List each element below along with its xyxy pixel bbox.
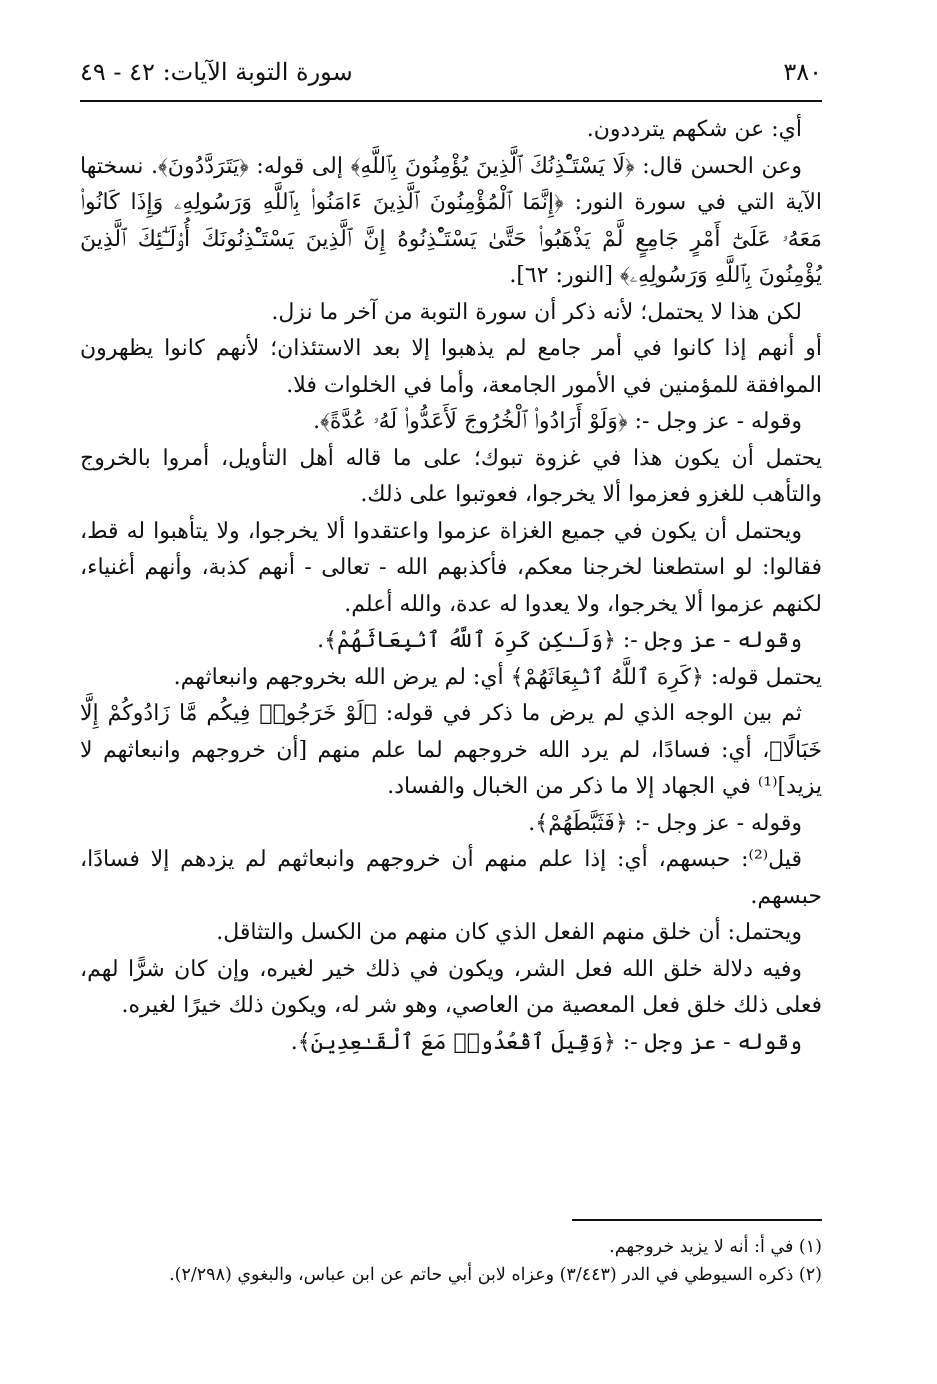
page-number: ٣٨٠ [783,58,822,86]
paragraph: أو أنهم إذا كانوا في أمر جامع لم يذهبوا إلا بعد الاستئذان؛ لأنهم كانوا يظهرون الموافقة للمؤمنين في الأمور الجامعة، وأما في الخلوات فلا. [80,336,822,398]
paragraph: وقوله - عز وجل -: ﴿فَثَبَّطَهُمْ﴾. [528,810,802,836]
footnote-separator [572,1219,822,1221]
footnotes [80,1233,822,1289]
paragraph: وقوله - عز وجل -: ﴿وَقِيلَ ٱقْعُدُوا۟ مَعَ ٱلْقَـٰعِدِينَ﴾. [290,1029,802,1055]
paragraph: قيل⁽²⁾: حبسهم، أي: إذا علم منهم أن خروجهم وانبعاثهم لم يزدهم إلا فسادًا، حبسهم. [80,847,822,909]
footnote: (١) في أ: أنه لا يزيد خروجهم. [609,1237,822,1257]
paragraph: وفيه دلالة خلق الله فعل الشر، ويكون في ذلك خير لغيره، وإن كان شرًّا لهم، فعلى ذلك خلق فعل المعصية من العاصي، وهو شر له، ويكون ذلك خيرًا لغيره. [80,956,822,1018]
footnote: (٢) ذكره السيوطي في الدر (٣/٤٤٣) وعزاه لابن أبي حاتم عن ابن عباس، والبغوي (٢/٢٩٨). [169,1265,822,1285]
paragraph: وعن الحسن قال: ﴿لَا يَسْتَـْٔذِنُكَ ٱلَّذِينَ يُؤْمِنُونَ بِٱللَّهِ﴾ إلى قوله: ﴿يَتَرَدَّدُونَ﴾. نسختها الآية التي في سورة النور: ﴿إِنَّمَا ٱلْمُؤْمِنُونَ ٱلَّذِينَ ءَامَنُوا۟ بِٱللَّهِ وَرَسُولِهِۦ وَإِذَا كَانُوا۟ مَعَهُۥ عَلَىٰٓ أَمْرٍ جَامِعٍ لَّمْ يَذْهَبُوا۟ حَتَّىٰ يَسْتَـْٔذِنُوهُ إِنَّ ٱلَّذِينَ يَسْتَـْٔذِنُونَكَ أُو۟لَـٰٓئِكَ ٱلَّذِينَ يُؤْمِنُونَ بِٱللَّهِ وَرَسُولِهِۦ﴾ [النور: ٦٢]. [80,153,822,288]
paragraph: أي: عن شكهم يترددون. [586,117,802,142]
paragraph: لكن هذا لا يحتمل؛ لأنه ذكر أن سورة التوبة من آخر ما نزل. [271,299,802,325]
paragraph: وقوله - عز وجل -: ﴿وَلَوْ أَرَادُوا۟ ٱلْخُرُوجَ لَأَعَدُّوا۟ لَهُۥ عُدَّةً﴾. [313,409,802,434]
paragraph: ويحتمل: أن خلق منهم الفعل الذي كان منهم من الكسل والتثاقل. [216,920,802,945]
main-text [80,112,822,1061]
page-header [80,58,822,102]
paragraph: يحتمل قوله: ﴿كَرِهَ ٱللَّهُ ٱنۢبِعَاثَهُمْ﴾ أي: لم يرض الله بخروجهم وانبعاثهم. [173,664,822,690]
paragraph: وقوله - عز وجل -: ﴿وَلَـٰكِن كَرِهَ ٱللَّهُ ٱنۢبِعَاثَهُمْ﴾. [317,628,802,653]
paragraph: ويحتمل أن يكون في جميع الغزاة عزموا واعتقدوا ألا يخرجوا، ولا يتأهبوا له قط، فقالوا: لو استطعنا لخرجنا معكم، فأكذبهم الله - تعالى - أنهم كذبة، وأنهم أغنياء، لكنهم عزموا ألا يخرجوا، ولا يعدوا له عدة، والله أعلم. [80,518,822,617]
paragraph: يحتمل أن يكون هذا في غزوة تبوك؛ على ما قاله أهل التأويل، أمروا بالخروج والتأهب للغزو فعزموا ألا يخرجوا، فعوتبوا على ذلك. [80,445,823,507]
running-title: سورة التوبة الآيات: ٤٢ - ٤٩ [80,58,353,86]
paragraph: ثم بين الوجه الذي لم يرض ما ذكر في قوله: ﴿لَوْ خَرَجُوا۟ فِيكُم مَّا زَادُوكُمْ إِلَّا خَبَالًا﴾، أي: فسادًا، لم يرد الله خروجهم لما علم منهم [أن خروجهم وانبعاثهم لا يزيد]⁽¹⁾ في الجهاد إلا ما ذكر من الخبال والفساد. [80,701,822,799]
